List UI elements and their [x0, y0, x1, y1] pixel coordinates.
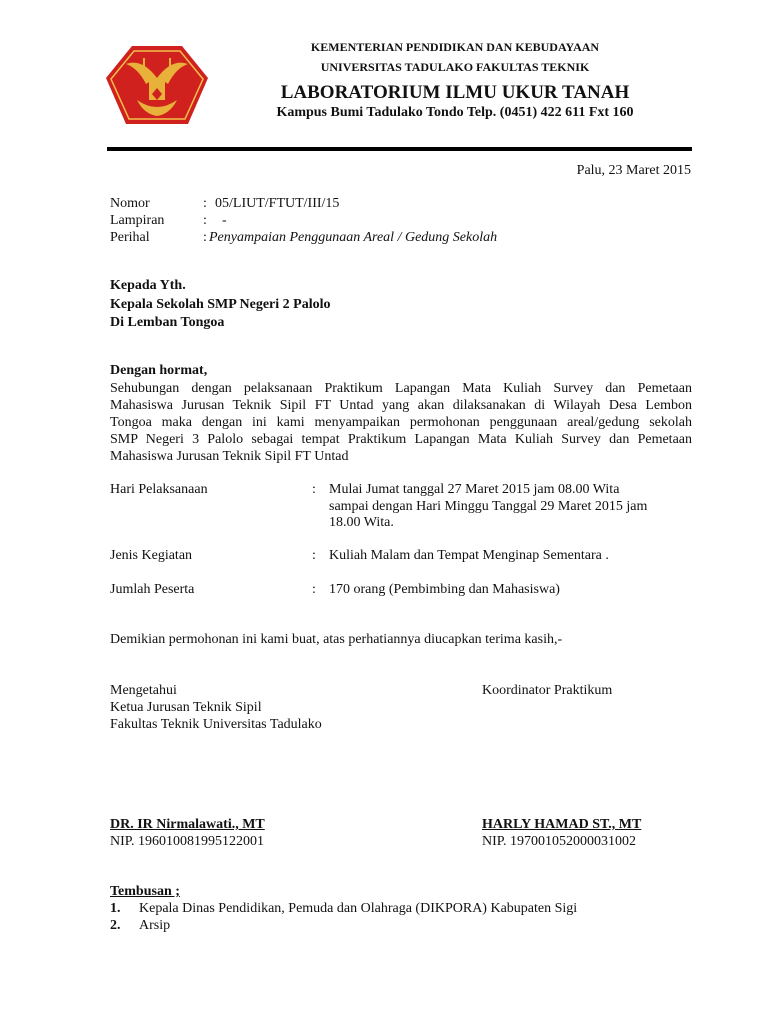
cc-item-text: Arsip [139, 918, 171, 933]
perihal-value: Penyampaian Penggunaan Areal / Gedung Sekolah [209, 230, 498, 245]
sign-right-name: HARLY HAMAD ST., MT [482, 817, 642, 832]
body-line: Sehubungan dengan pelaksanaan Praktikum Lapangan Mata Kuliah Survey dan Pemetaan [110, 381, 692, 396]
cc-item-number: 2. [110, 918, 121, 933]
jenis-kegiatan-label: Jenis Kegiatan [110, 548, 193, 563]
hari-pelaksanaan-line: 18.00 Wita. [329, 515, 394, 530]
perihal-label: Perihal [110, 230, 150, 245]
lampiran-label: Lampiran [110, 213, 165, 228]
recipient-name: Kepala Sekolah SMP Negeri 2 Palolo [110, 297, 331, 312]
body-paragraph [110, 380, 692, 465]
letter-date: Palu, 23 Maret 2015 [576, 163, 691, 178]
cc-title: Tembusan ; [110, 884, 180, 899]
hari-pelaksanaan-line: Mulai Jumat tanggal 27 Maret 2015 jam 08.00 Wita [329, 482, 620, 497]
university-logo [104, 44, 210, 126]
closing-sentence: Demikian permohonan ini kami buat, atas perhatiannya diucapkan terima kasih,- [110, 632, 563, 647]
nomor-colon: : [203, 196, 207, 211]
lampiran-colon: : [203, 213, 207, 228]
hari-pelaksanaan-line: sampai dengan Hari Minggu Tanggal 29 Maret 2015 jam [329, 499, 648, 514]
recipient-salutation: Kepada Yth. [110, 278, 186, 293]
sign-right-nip: NIP. 197001052000031002 [482, 834, 637, 849]
recipient-location: Di Lemban Tongoa [110, 315, 225, 330]
sign-left-line2: Ketua Jurusan Teknik Sipil [110, 700, 262, 715]
sign-right-line1: Koordinator Praktikum [482, 683, 613, 698]
cc-item-text: Kepala Dinas Pendidikan, Pemuda dan Olahraga (DIKPORA) Kabupaten Sigi [139, 901, 578, 916]
lampiran-value: - [222, 213, 227, 228]
jumlah-peserta-colon: : [312, 582, 316, 597]
hari-pelaksanaan-colon: : [312, 482, 316, 497]
greeting: Dengan hormat, [110, 363, 208, 378]
body-line: Mahasiswa Jurusan Teknik Sipil FT Untad [110, 449, 349, 464]
laboratory-title: LABORATORIUM ILMU UKUR TANAH [280, 82, 630, 103]
hari-pelaksanaan-label: Hari Pelaksanaan [110, 482, 208, 497]
jumlah-peserta-label: Jumlah Peserta [110, 582, 195, 597]
sign-left-line3: Fakultas Teknik Universitas Tadulako [110, 717, 322, 732]
jenis-kegiatan-colon: : [312, 548, 316, 563]
university-name: UNIVERSITAS TADULAKO FAKULTAS TEKNIK [320, 60, 590, 74]
body-line: Mahasiswa Jurusan Teknik Sipil FT Untad yang akan dilaksanakan di Wilayah Desa Lembon [110, 398, 692, 413]
sign-left-line1: Mengetahui [110, 683, 177, 698]
perihal-colon: : [203, 230, 207, 245]
sign-left-name: DR. IR Nirmalawati., MT [110, 817, 265, 832]
jenis-kegiatan-value: Kuliah Malam dan Tempat Menginap Sementara . [329, 548, 609, 563]
jumlah-peserta-value: 170 orang (Pembimbing dan Mahasiswa) [329, 582, 560, 597]
nomor-value: 05/LIUT/FTUT/III/15 [215, 196, 340, 211]
body-line: Tongoa maka dengan ini kami menyampaikan permohonan penggunaan areal/gedung sekolah [110, 415, 692, 430]
cc-item-number: 1. [110, 901, 121, 916]
sign-left-nip: NIP. 196010081995122001 [110, 834, 265, 849]
nomor-label: Nomor [110, 196, 150, 211]
letterhead-divider [107, 147, 692, 151]
body-line: SMP Negeri 3 Palolo sebagai tempat Praktikum Lapangan Mata Kuliah Survey dan Pemetaan [110, 432, 692, 447]
ministry-name: KEMENTERIAN PENDIDIKAN DAN KEBUDAYAAN [310, 40, 600, 54]
laboratory-address: Kampus Bumi Tadulako Tondo Telp. (0451) 422 611 Fxt 160 [276, 105, 634, 120]
